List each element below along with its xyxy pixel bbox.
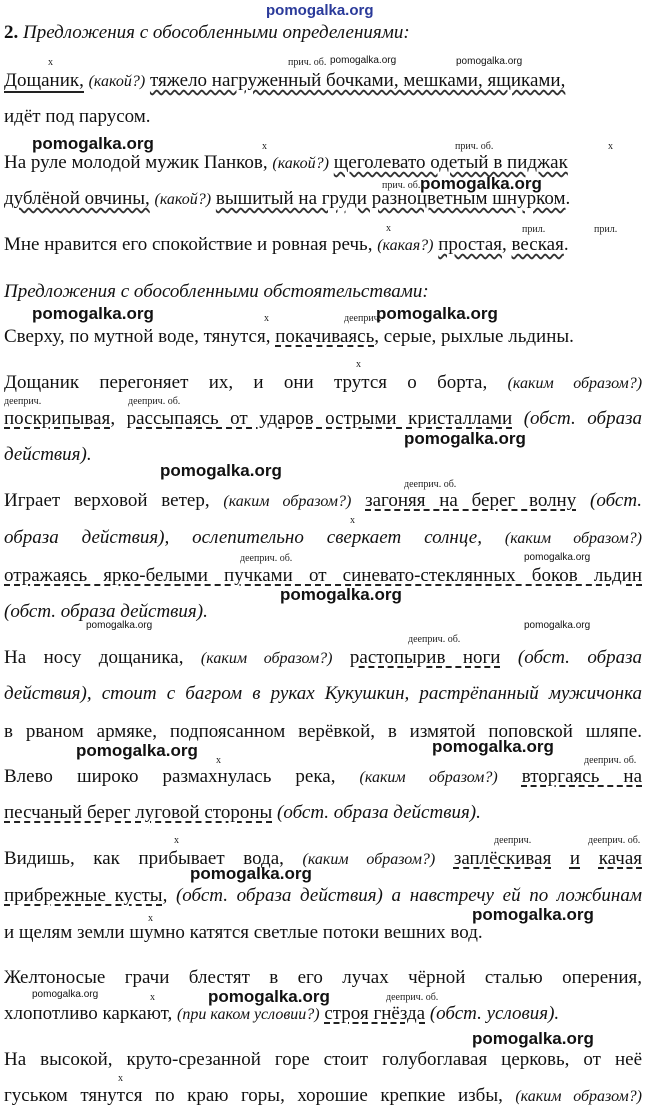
subject-mark: x (118, 1073, 123, 1084)
sentence-line: гуськом тянутся по краю горы, хорошие крепкие избы, (каким образом?) (4, 1085, 642, 1106)
subject-mark: x (174, 835, 179, 846)
sentence-line: действия). (4, 444, 92, 465)
subject-mark: x (356, 359, 361, 370)
subject-mark: x (148, 913, 153, 924)
sentence-line: На высокой, круто-срезанной горе стоит голубоглавая церковь, от неё (4, 1049, 642, 1070)
grammar-mark: дееприч. об. (408, 634, 461, 645)
sentence-line: Видишь, как прибывает вода, (каким образом?) заплёскивая и качая (4, 848, 643, 869)
watermark: pomogalka.org (190, 864, 312, 883)
watermark: pomogalka.org (376, 304, 498, 323)
grammar-mark: прич. об. (288, 57, 327, 68)
watermark: pomogalka.org (420, 174, 542, 193)
sentence-line: Играет верховой ветер, (каким образом?) загоняя на берег волну (обст. (4, 490, 643, 511)
grammar-mark: дееприч. об. (128, 396, 181, 407)
subject-mark: x (264, 313, 269, 324)
grammar-mark: дееприч. об. (584, 755, 637, 766)
watermark: pomogalka.org (32, 304, 154, 323)
watermark: pomogalka.org (404, 429, 526, 448)
sentence-line: Дощаник перегоняет их, и они трутся о борта, (каким образом?) (4, 372, 643, 393)
subject-mark: x (350, 515, 355, 526)
sentence-line: и щелям земли шумно катятся светлые потоки вешних вод. (4, 922, 483, 943)
watermark: pomogalka.org (330, 55, 397, 66)
watermark: pomogalka.org (524, 552, 591, 563)
watermark: pomogalka.org (524, 620, 591, 631)
watermark: pomogalka.org (32, 134, 154, 153)
grammar-mark: дееприч. об. (588, 835, 641, 846)
watermark: pomogalka.org (432, 737, 554, 756)
grammar-mark: дееприч. (494, 835, 532, 846)
sentence-line: Дощаник, (какой?) тяжело нагруженный бочками, мешками, ящиками, (4, 70, 566, 91)
watermark: pomogalka.org (280, 585, 402, 604)
watermark: pomogalka.org (76, 741, 198, 760)
watermark: pomogalka.org (208, 987, 330, 1006)
sentence-line: идёт под парусом. (4, 106, 151, 127)
subject-mark: x (608, 141, 613, 152)
sentence-line: (обст. образа действия). (4, 601, 208, 622)
sentence-line: отражаясь ярко-белыми пучками от синевато-стеклянных боков льдин (4, 565, 642, 586)
watermark: pomogalka.org (472, 1029, 594, 1048)
grammar-mark: дееприч. об. (386, 992, 439, 1003)
sentence-line: поскрипывая, рассыпаясь от ударов острыми кристаллами (обст. образа (4, 408, 642, 429)
grammar-mark: прич. об. (455, 141, 494, 152)
sentence-line: Мне нравится его спокойствие и ровная речь, (какая?) простая, веская. (4, 234, 569, 255)
grammar-mark: дееприч. (4, 396, 42, 407)
grammar-mark: прил. (594, 224, 618, 235)
sentence-line: песчаный берег луговой стороны (обст. образа действия). (4, 802, 481, 823)
section-heading: Предложения с обособленными обстоятельствами: (4, 281, 429, 302)
sentence-line: Сверху, по мутной воде, тянутся, покачиваясь, серые, рыхлые льдины. (4, 326, 574, 347)
watermark: pomogalka.org (86, 620, 153, 631)
subject-mark: x (150, 992, 155, 1003)
watermark: pomogalka.org (456, 56, 523, 67)
grammar-mark: прил. (522, 224, 546, 235)
sentence-line: Влево широко размахнулась река, (каким образом?) вторгаясь на (4, 766, 642, 787)
watermark: pomogalka.org (160, 461, 282, 480)
subject-mark: x (48, 57, 53, 68)
subject-mark: x (262, 141, 267, 152)
watermark: pomogalka.org (266, 2, 374, 19)
subject-mark: x (216, 755, 221, 766)
section-heading: 2. Предложения с обособленными определениями: (4, 22, 410, 43)
sentence-line: Желтоносые грачи блестят в его лучах чёрной сталью оперения, (4, 967, 642, 988)
sentence-line: прибрежные кусты, (обст. образа действия) а навстречу ей по ложбинам (4, 885, 642, 906)
sentence-line: дублёной овчины, (какой?) вышитый на груди разноцветным шнурком. (4, 188, 571, 209)
sentence-line: На носу дощаника, (каким образом?) растопырив ноги (обст. образа (4, 647, 643, 668)
watermark: pomogalka.org (32, 989, 99, 1000)
sentence-line: хлопотливо каркают, (при каком условии?) строя гнёзда (обст. условия). (4, 1003, 560, 1024)
sentence-line: На руле молодой мужик Панков, (какой?) щеголевато одетый в пиджак (4, 152, 568, 173)
watermark: pomogalka.org (472, 905, 594, 924)
grammar-mark: дееприч. об. (404, 479, 457, 490)
sentence-line: образа действия), ослепительно сверкает солнце, (каким образом?) (4, 527, 643, 548)
grammar-mark: дееприч. об. (240, 553, 293, 564)
grammar-mark: дееприч. (344, 313, 382, 324)
sentence-line: действия), стоит с багром в руках Кукушкин, растрёпанный мужичонка (4, 683, 642, 704)
sentence-line: в рваном армяке, подпоясанном верёвкой, в измятой поповской шляпе. (4, 721, 642, 742)
grammar-mark: прич. об. (382, 180, 421, 191)
subject-mark: x (386, 223, 391, 234)
